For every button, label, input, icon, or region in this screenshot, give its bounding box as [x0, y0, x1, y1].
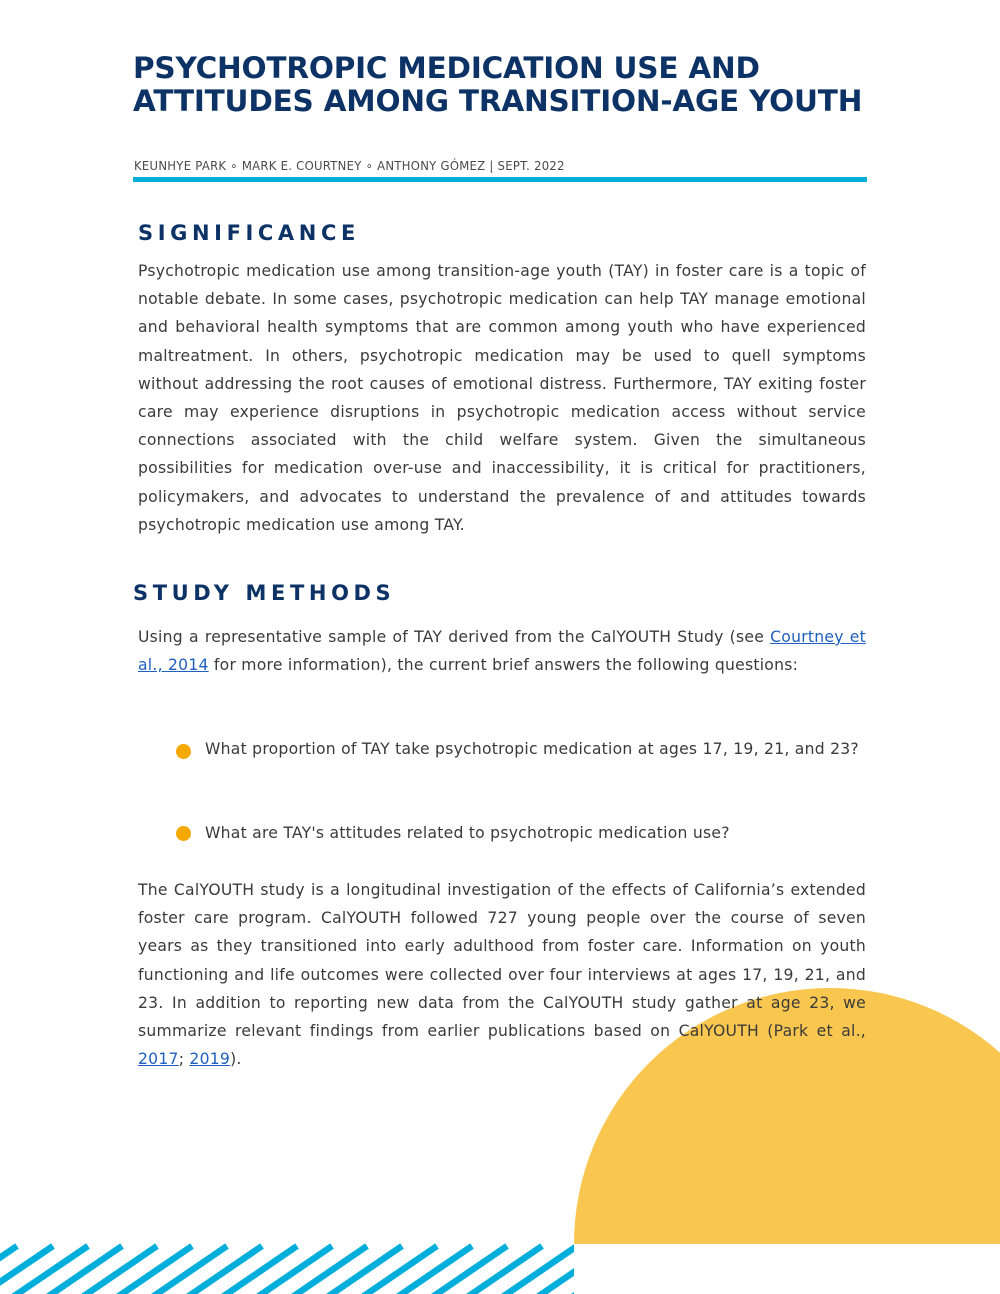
bullet-dot-icon [176, 744, 191, 759]
author-byline: KEUNHYE PARK ∘ MARK E. COURTNEY ∘ ANTHONY GÓMEZ | SEPT. 2022 [134, 158, 565, 173]
significance-body: Psychotropic medication use among transition-age youth (TAY) in foster care is a topic of notable debate. In some cases, psychotropic medication can help TAY manage emotional and behavioral health symptoms that are common among youth who have experienced maltreatment. In others, psychotropic medication may be used to quell symptoms without addressing the root causes of emotional distress. Furthermore, TAY exiting foster care may experience disruptions in psychotropic medication access without service connections associated with the child welfare system. Given the simultaneous possibilities for medication over-use and inaccessibility, it is critical for practitioners, policymakers, and advocates to understand the prevalence of and attitudes towards psychotropic medication use among TAY. [138, 262, 866, 534]
park-2019-link[interactable]: 2019 [189, 1050, 231, 1069]
intro-text: Using a representative sample of TAY derived from the CalYOUTH Study (see [138, 628, 771, 646]
header-rule [133, 177, 867, 182]
significance-heading: SIGNIFICANCE [138, 221, 360, 245]
document-title: PSYCHOTROPIC MEDICATION USE AND ATTITUDES AMONG TRANSITION-AGE YOUTH [133, 51, 863, 118]
intro-text-continued: for more information), the current brief answers the following questions: [208, 656, 799, 675]
study-methods-heading: STUDY METHODS [133, 581, 396, 605]
study-methods-intro [138, 623, 866, 679]
bullet-dot-icon [176, 826, 191, 841]
link-separator: ; [178, 1050, 190, 1069]
description-end: ). [230, 1050, 242, 1069]
calyouth-description [138, 876, 866, 1073]
description-text: The CalYOUTH study is a longitudinal investigation of the effects of California’s extended foster care program. CalYOUTH followed 727 young people over the course of seven years as they transitioned into early adulthood from foster care. Information on youth functioning and life outcomes were collected over four interviews at ages 17, 19, 21, and 23. In addition to reporting new data from the CalYOUTH study gather at age 23, we summarize relevant findings from earlier publications based on CalYOUTH (Park et al., [138, 881, 866, 1041]
question-text: What proportion of TAY take psychotropic medication at ages 17, 19, 21, and 23? [205, 740, 859, 758]
question-text: What are TAY's attitudes related to psychotropic medication use? [205, 824, 730, 842]
park-2017-link[interactable]: 2017 [138, 1050, 179, 1069]
courtney-2014-link[interactable]: Courtney et al., 2014 [138, 628, 866, 675]
decorative-blue-stripes [0, 1238, 574, 1294]
